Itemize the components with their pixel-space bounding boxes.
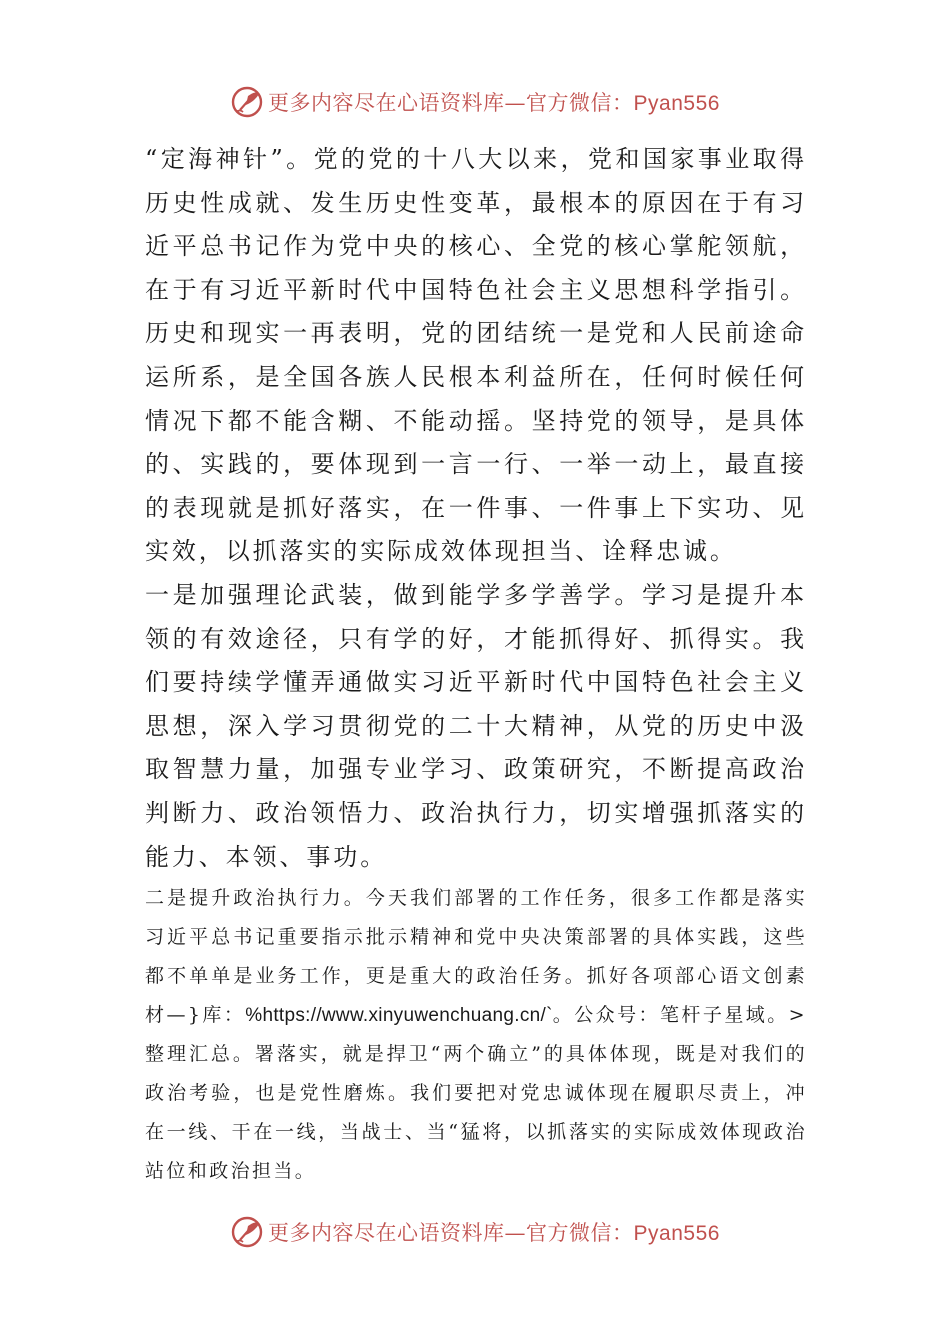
footer-banner <box>0 1212 950 1252</box>
header-banner <box>0 82 950 122</box>
document-body <box>145 138 807 1191</box>
quill-pen-logo-icon <box>230 1215 264 1249</box>
paragraph-3-text-a: 二是提升政治执行力。今天我们部署的工作任务，很多工作都是落实习近平总书记重要指示批示精神和党中央决策部署的具体实践，这些都不单单是业务工作，更是重大的政治任务。抓好各项部心语文创素材—}库： <box>145 887 807 1027</box>
paragraph-1: “定海神针”。党的党的十八大以来，党和国家事业取得历史性成就、发生历史性变革，最根本的原因在于有习近平总书记作为党中央的核心、全党的核心掌舵领航，在于有习近平新时代中国特色社会主义思想科学指引。历史和现实一再表明，党的团结统一是党和人民前途命运所系，是全国各族人民根本利益所在，任何时候任何情况下都不能含糊、不能动摇。坚持党的领导，是具体的、实践的，要体现到一言一行、一举一动上，最直接的表现就是抓好落实，在一件事、一件事上下实功、见实效，以抓落实的实际成效体现担当、诠释忠诚。 <box>145 145 807 566</box>
header-wechat-handle: Pyan556 <box>633 92 720 115</box>
quill-pen-logo-icon <box>230 85 264 119</box>
paragraph-3-text-b: 。公众号：笔杆子星域。>整理汇总。署落实，就是捍卫“两个确立”的具体体现，既是对我们的政治考验，也是党性磨炼。我们要把对党忠诚体现在履职尽责上，冲在一线、干在一线，当战士、当“猛将，以抓落实的实际成效体现政治站位和政治担当。 <box>145 1004 807 1183</box>
header-banner-label: 更多内容尽在心语资料库—官方微信： <box>268 91 634 115</box>
paragraph-2: 一是加强理论武装，做到能学多学善学。学习是提升本领的有效途径，只有学的好，才能抓得好、抓得实。我们要持续学懂弄通做实习近平新时代中国特色社会主义思想，深入学习贯彻党的二十大精神，从党的历史中汲取智慧力量，加强专业学习、政策研究，不断提高政治判断力、政治领悟力、政治执行力，切实增强抓落实的能力、本领、事功。 <box>145 580 807 871</box>
footer-banner-label: 更多内容尽在心语资料库—官方微信： <box>268 1221 634 1245</box>
header-banner-text <box>268 87 720 117</box>
paragraph-3 <box>145 879 807 1191</box>
footer-wechat-handle: Pyan556 <box>633 1222 720 1245</box>
footer-banner-text <box>268 1217 720 1247</box>
paragraph-3-url: %https://www.xinyuwenchuang.cn/` <box>245 1005 553 1027</box>
